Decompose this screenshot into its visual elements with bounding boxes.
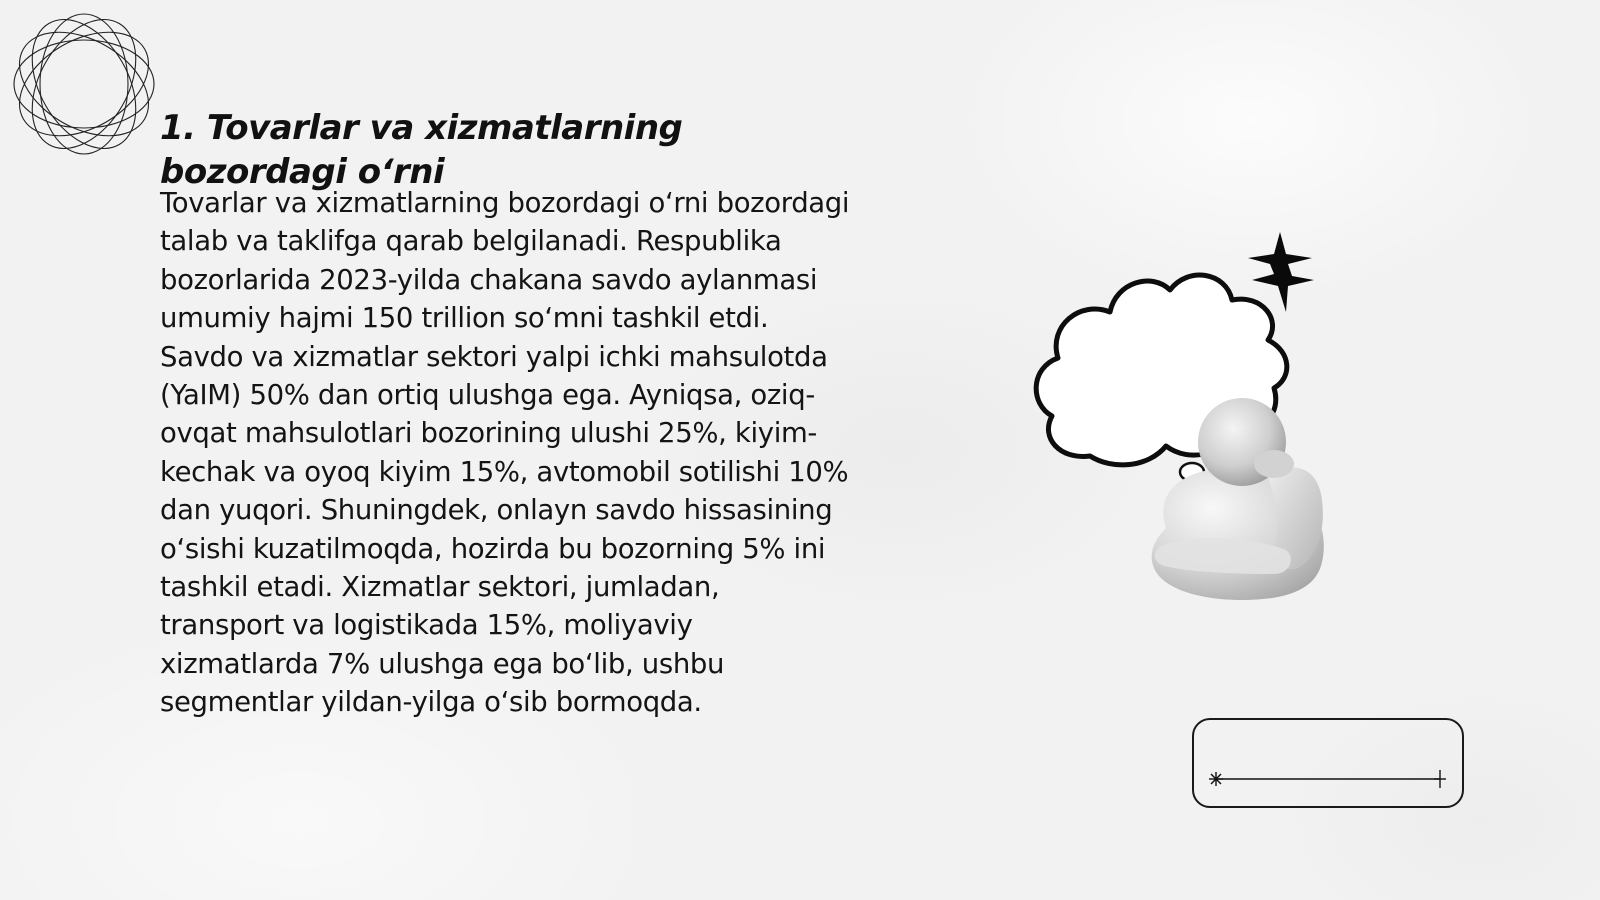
slide-title: 1. Tovarlar va xizmatlarning bozordagi o‘rni: [160, 108, 683, 192]
orbit-rings-icon: [8, 8, 160, 160]
slide-body-text: Tovarlar va xizmatlarning bozordagi o‘rni bozordagi talab va taklifga qarab belgilanadi. Respublika bozorlarida 2023-yilda chakana savdo aylanmasi umumiy hajmi 150 trillion so‘mni tashkil etdi. Savdo va xizmatlar sektori yalpi ichki mahsulotda (YaIM) 50% dan ortiq ulushga ega. Ayniqsa, oziq-ovqat mahsulotlari bozorining ulushi 25%, kiyim-kechak va oyoq kiyim 15%, avtomobil sotilishi 10% dan yuqori. Shuningdek, onlayn savdo hissasining o‘sishi kuzatilmoqda, hozirda bu bozorning 5% ini tashkil etadi. Xizmatlar sektori, jumladan, transport va logistikada 15%, moliyaviy xizmatlarda 7% ulushga ega bo‘lib, ushbu segmentlar yildan-yilga o‘sib bormoqda.: [160, 187, 850, 719]
caption-frame: [1192, 718, 1464, 808]
thinking-person-icon: [1030, 228, 1350, 618]
divider-line: [1206, 768, 1452, 790]
sparkle-icon: [1248, 232, 1314, 312]
